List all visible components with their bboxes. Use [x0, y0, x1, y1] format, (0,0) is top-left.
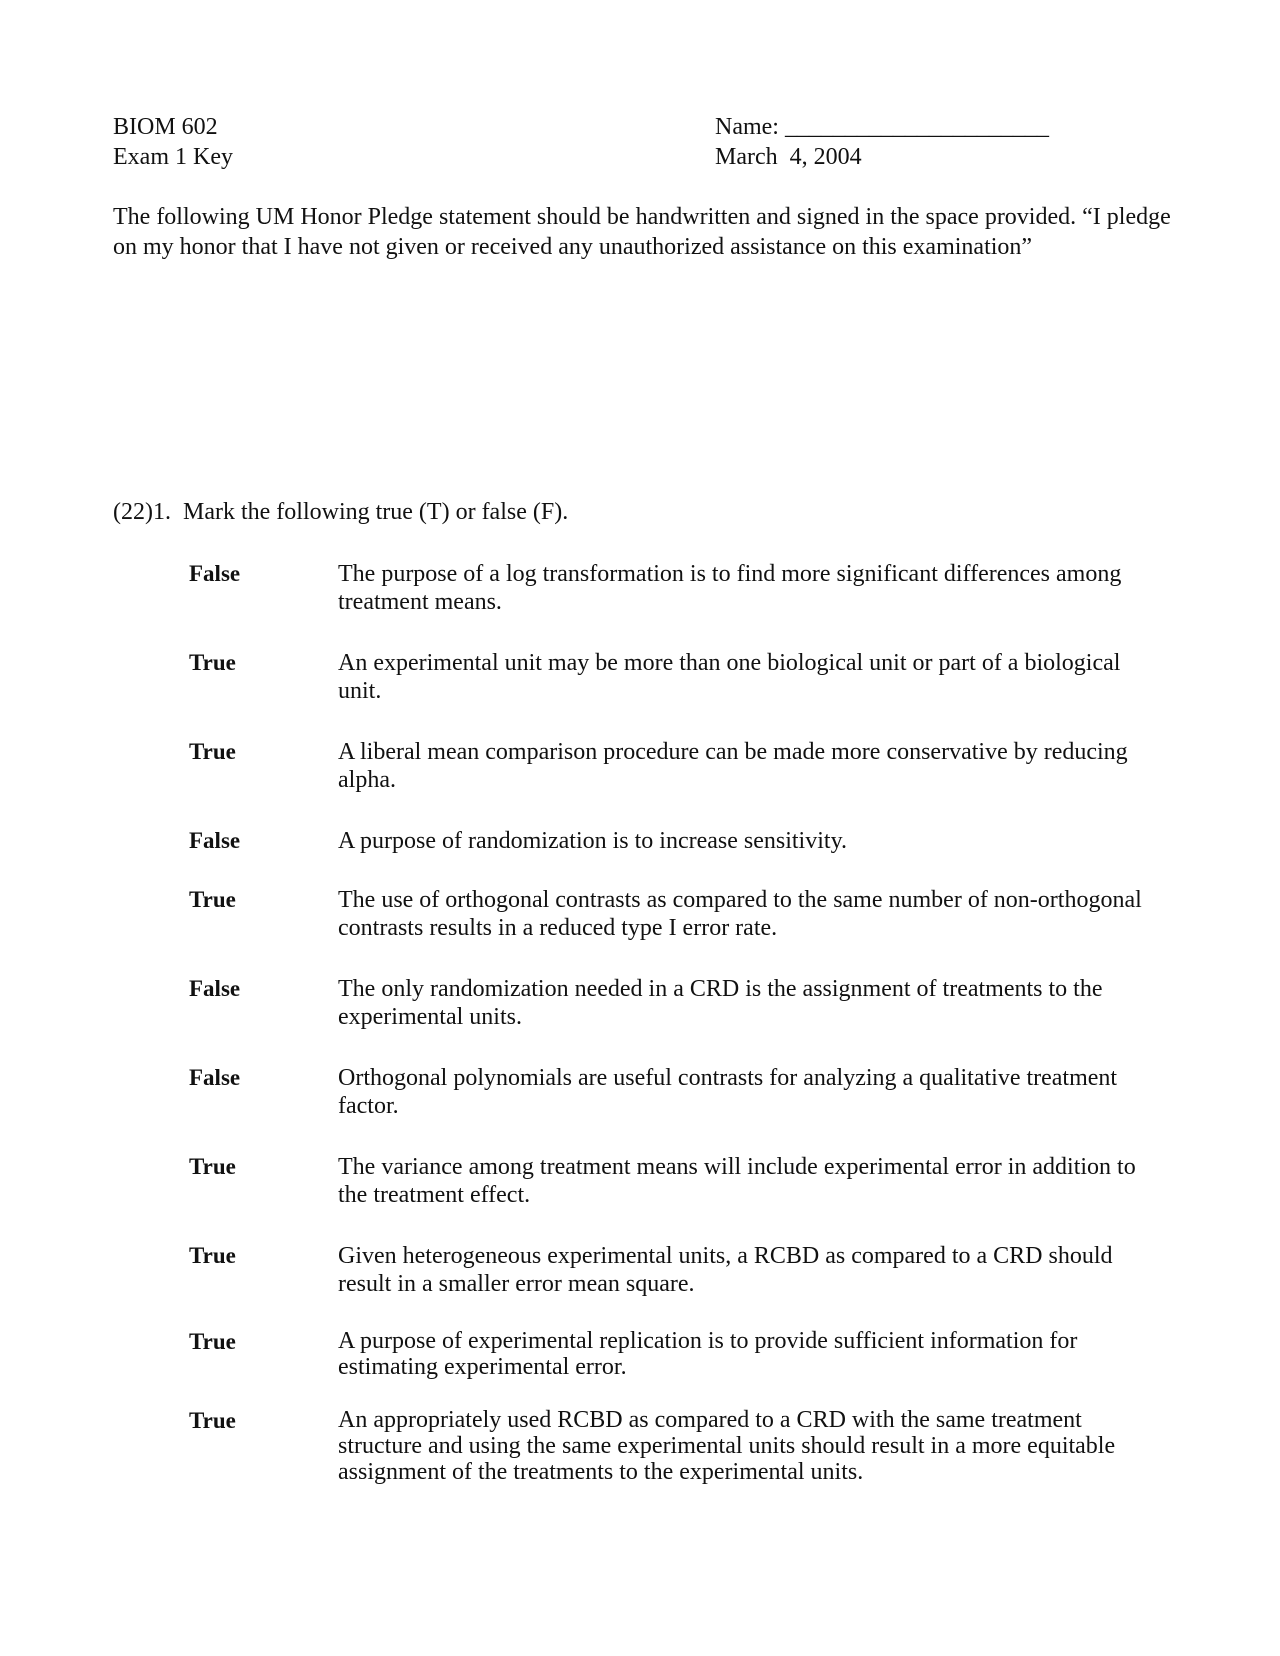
tf-statement: Given heterogeneous experimental units, a RCBD as compared to a CRD should result in a smaller error mean square. [338, 1243, 1113, 1297]
tf-answer: False [189, 561, 241, 586]
tf-answer: True [189, 1154, 236, 1179]
tf-answer: False [189, 1065, 241, 1090]
tf-statement: A liberal mean comparison procedure can be made more conservative by reducing alpha. [338, 739, 1128, 793]
tf-statement: A purpose of randomization is to increase sensitivity. [338, 828, 848, 854]
tf-statement: The use of orthogonal contrasts as compared to the same number of non-orthogonal contrasts results in a reduced type I error rate. [338, 887, 1142, 941]
tf-statement: A purpose of experimental replication is to provide sufficient information for estimating experimental error. [338, 1328, 1078, 1380]
header-left [113, 112, 233, 172]
tf-answer: True [189, 1408, 236, 1433]
name-blank: ______________________ [784, 114, 1049, 140]
tf-answer: True [189, 887, 236, 912]
tf-answer: True [189, 650, 236, 675]
tf-statement: Orthogonal polynomials are useful contrasts for analyzing a qualitative treatment factor. [338, 1065, 1118, 1119]
tf-answer: True [189, 1329, 236, 1354]
tf-statement: An appropriately used RCBD as compared to a CRD with the same treatment structure and using the same experimental units should result in a more equitable assignment of the treatments to the experimental units. [338, 1407, 1116, 1485]
tf-answer: False [189, 976, 241, 1001]
tf-answer: True [189, 1243, 236, 1268]
name-label: Name: [715, 114, 779, 140]
tf-answer: True [189, 739, 236, 764]
tf-statement: The only randomization needed in a CRD is the assignment of treatments to the experimental units. [338, 976, 1103, 1030]
exam-date: March 4, 2004 [715, 144, 862, 170]
tf-answer: False [189, 828, 241, 853]
question-heading: (22)1. Mark the following true (T) or false (F). [113, 499, 569, 525]
course-code: BIOM 602 [113, 114, 218, 140]
exam-title: Exam 1 Key [113, 144, 233, 170]
honor-pledge: The following UM Honor Pledge statement should be handwritten and signed in the space provided. “I pledge on my honor that I have not given or received any unauthorized assistance on this examination” [113, 204, 1171, 260]
tf-statement: The purpose of a log transformation is to find more significant differences among treatment means. [338, 561, 1122, 615]
header-right [715, 112, 1049, 172]
name-line [715, 112, 1049, 142]
tf-statement: An experimental unit may be more than one biological unit or part of a biological unit. [338, 650, 1121, 704]
tf-statement: The variance among treatment means will include experimental error in addition to the treatment effect. [338, 1154, 1136, 1208]
